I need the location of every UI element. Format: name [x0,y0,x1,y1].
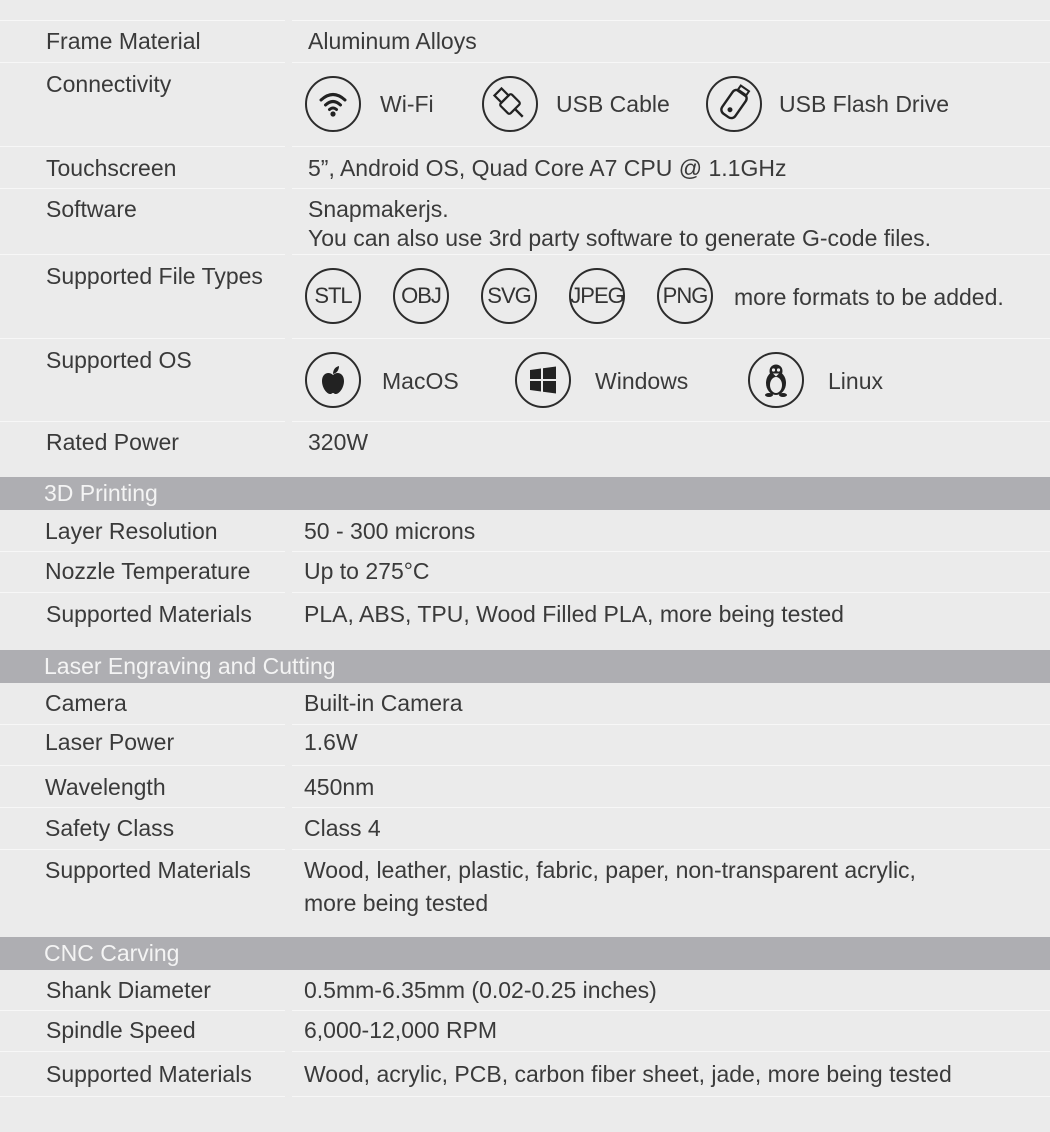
windows-icon [515,352,571,408]
row-divider [0,849,285,850]
row-divider [0,807,285,808]
spec-value: Aluminum Alloys [308,28,477,54]
linux-tux-icon [748,352,804,408]
usb-cable-icon [482,76,538,132]
spec-value: 320W [308,429,369,455]
spec-label: Supported Materials [45,857,251,883]
spec-value-line2: You can also use 3rd party software to generate G-code files. [308,225,932,251]
spec-value: Class 4 [304,815,381,841]
spec-value: Snapmakerjs. [308,196,449,222]
usb-flash-drive-icon [706,76,762,132]
spec-label: Laser Power [45,729,175,755]
spec-label: Supported Materials [46,601,252,627]
section-title: Laser Engraving and Cutting [44,653,336,679]
row-divider [292,592,1050,593]
section-header-laser [0,650,1050,683]
spec-value: PLA, ABS, TPU, Wood Filled PLA, more being tested [304,601,844,627]
format-obj-badge: OBJ [393,268,449,324]
row-divider [0,62,285,63]
spec-label: Connectivity [46,71,172,97]
spec-value: 0.5mm-6.35mm (0.02-0.25 inches) [304,977,657,1003]
section-header-cnc [0,937,1050,970]
row-divider [292,254,1050,255]
file-types-more-note: more formats to be added. [734,284,1004,310]
row-divider [0,188,285,189]
apple-icon [305,352,361,408]
row-divider [0,1051,285,1052]
format-jpeg-badge: JPEG [569,268,625,324]
format-png-badge: PNG [657,268,713,324]
spec-label: Supported Materials [46,1061,252,1087]
os-windows-label: Windows [595,368,689,394]
spec-value: 1.6W [304,729,358,755]
spec-value: Up to 275°C [304,558,430,584]
spec-label: Camera [45,690,127,716]
row-divider [292,188,1050,189]
row-divider [0,146,285,147]
spec-value: 6,000-12,000 RPM [304,1017,498,1043]
row-divider [0,1010,285,1011]
spec-value: Wood, leather, plastic, fabric, paper, non-transparent acrylic, [304,857,916,883]
row-divider [0,421,285,422]
spec-label: Software [46,196,137,222]
wifi-icon [305,76,361,132]
spec-label: Frame Material [46,28,201,54]
row-divider [292,849,1050,850]
row-divider [0,338,285,339]
section-title: 3D Printing [44,480,158,506]
row-divider [0,254,285,255]
spec-label: Supported File Types [46,263,263,289]
spec-value: Built-in Camera [304,690,463,716]
section-header-3d-printing [0,477,1050,510]
connectivity-wifi-label: Wi-Fi [380,91,434,117]
row-divider [0,20,285,21]
row-divider [292,724,1050,725]
row-divider [0,551,285,552]
row-divider [292,1051,1050,1052]
spec-label: Wavelength [45,774,166,800]
spec-label: Safety Class [45,815,175,841]
spec-value: Wood, acrylic, PCB, carbon fiber sheet, jade, more being tested [304,1061,952,1087]
spec-label: Touchscreen [46,155,177,181]
connectivity-usb-cable-label: USB Cable [556,91,670,117]
section-title: CNC Carving [44,940,180,966]
row-divider [0,765,285,766]
format-svg-badge: SVG [481,268,537,324]
spec-label: Spindle Speed [46,1017,196,1043]
row-divider [0,592,285,593]
spec-label: Layer Resolution [45,518,218,544]
spec-label: Rated Power [46,429,179,455]
connectivity-usb-flash-drive-label: USB Flash Drive [779,91,949,117]
spec-value: 450nm [304,774,375,800]
spec-value: 5”, Android OS, Quad Core A7 CPU @ 1.1GHz [308,155,787,181]
row-divider [292,338,1050,339]
row-divider [292,62,1050,63]
row-divider [292,551,1050,552]
row-divider [292,146,1050,147]
spec-value: 50 - 300 microns [304,518,476,544]
format-stl-badge: STL [305,268,361,324]
spec-label: Shank Diameter [46,977,211,1003]
row-divider [0,1096,285,1097]
row-divider [292,765,1050,766]
row-divider [292,20,1050,21]
spec-label: Supported OS [46,347,192,373]
row-divider [292,1010,1050,1011]
spec-value-line2: more being tested [304,890,489,916]
row-divider [0,724,285,725]
os-linux-label: Linux [828,368,883,394]
os-macos-label: MacOS [382,368,459,394]
row-divider [292,421,1050,422]
row-divider [292,1096,1050,1097]
spec-label: Nozzle Temperature [45,558,251,584]
row-divider [292,807,1050,808]
